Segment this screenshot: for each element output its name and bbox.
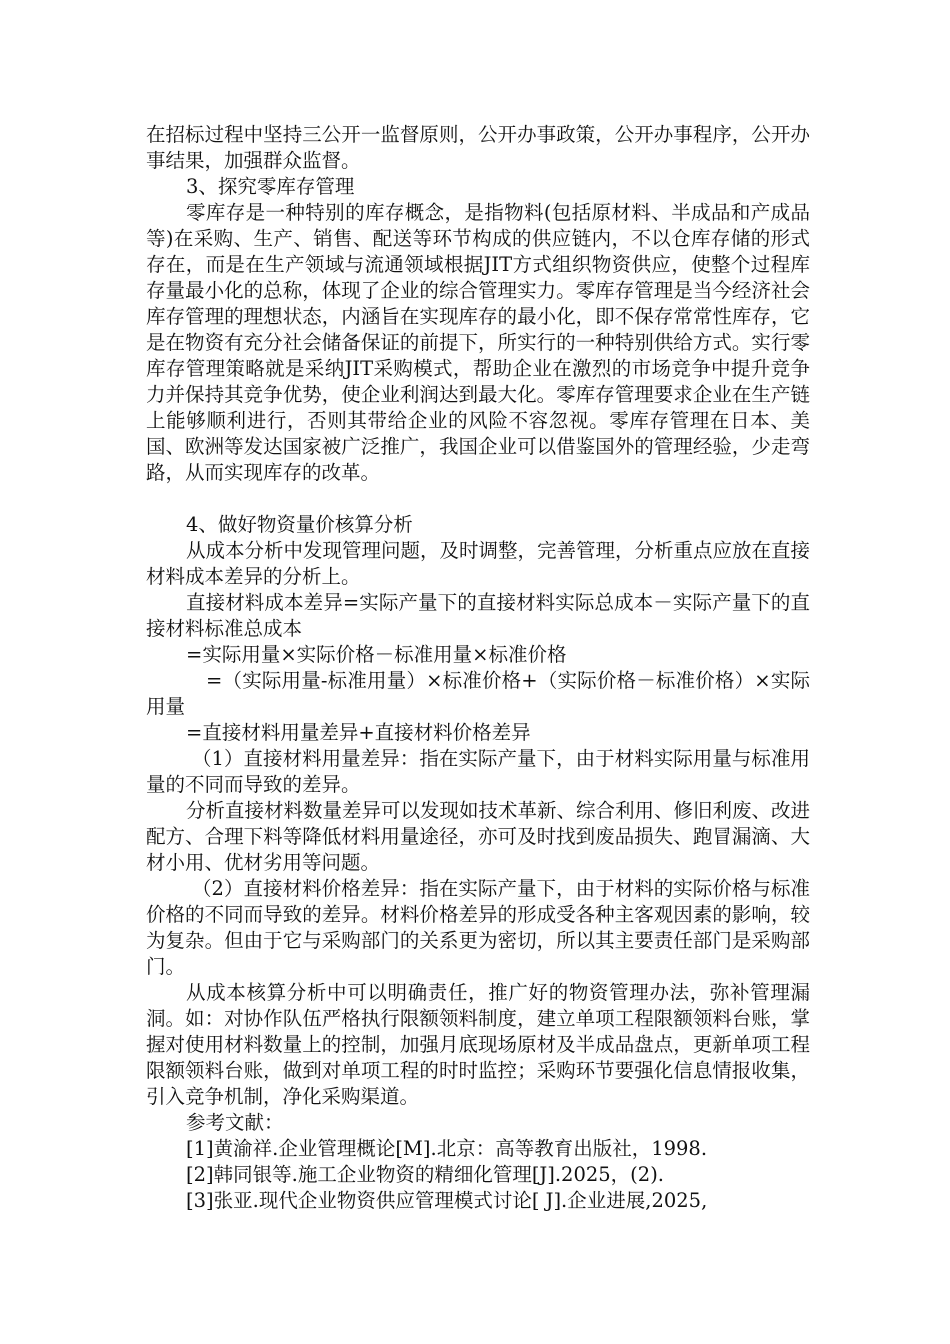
paragraph-price-variance: （2）直接材料价格差异：指在实际产量下，由于材料的实际价格与标准价格的不同而导致的差异。材料价格差异的形成受各种主客观因素的影响，较为复杂。但由于它与采购部门的关系更为密切，所以其主要责任部门是采购部门。: [146, 877, 810, 978]
references-title: 参考文献：: [186, 1111, 284, 1134]
paragraph-material-cost-variance: 直接材料成本差异=实际产量下的直接材料实际总成本－实际产量下的直接材料标准总成本: [146, 591, 810, 640]
heading-zero-inventory: 3、探究零库存管理: [186, 175, 355, 198]
heading-cost-analysis: 4、做好物资量价核算分析: [186, 513, 413, 536]
formula-line-2: =（实际用量-标准用量）×标准价格+（实际价格－标准价格）×实际用量: [146, 669, 810, 718]
paragraph-quantity-analysis: 分析直接材料数量差异可以发现如技术革新、综合利用、修旧利废、改进配方、合理下料等降低材料用量途径，亦可及时找到废品损失、跑冒漏滴、大材小用、优材劣用等问题。: [146, 799, 811, 874]
reference-item: [2]韩同银等.施工企业物资的精细化管理[J].2025，(2).: [186, 1163, 664, 1186]
paragraph-usage-variance: （1）直接材料用量差异：指在实际产量下，由于材料实际用量与标准用量的不同而导致的差异。: [146, 747, 810, 796]
paragraph-zero-inventory: 零库存是一种特别的库存概念，是指物料(包括原材料、半成品和产成品等)在采购、生产、销售、配送等环节构成的供应链内，不以仓库存储的形式存在，而是在生产领域与流通领域根据JIT方式组织物资供应，使整个过程库存量最小化的总称，体现了企业的综合管理实力。零库存管理是当今经济社会库存管理的理想状态，内涵旨在实现库存的最小化，即不保存常常性库存，它是在物资有充分社会储备保证的前提下，所实行的一种特别供给方式。实行零库存管理策略就是采纳JIT采购模式，帮助企业在激烈的市场竞争中提升竞争力并保持其竞争优势，使企业利润达到最大化。零库存管理要求企业在生产链上能够顺利进行，否则其带给企业的风险不容忽视。零库存管理在日本、美国、欧洲等发达国家被广泛推广，我国企业可以借鉴国外的管理经验，少走弯路，从而实现库存的改革。: [146, 201, 810, 484]
paragraph-cost-analysis-intro: 从成本分析中发现管理问题，及时调整，完善管理，分析重点应放在直接材料成本差异的分析上。: [146, 539, 811, 588]
reference-item: [3]张亚.现代企业物资供应管理模式讨论[ J].企业进展,2025,: [186, 1189, 708, 1212]
formula-line-3: =直接材料用量差异+直接材料价格差异: [186, 721, 531, 744]
document-page: [146, 122, 810, 1214]
blank-line: [146, 486, 810, 512]
paragraph-bidding: 在招标过程中坚持三公开一监督原则，公开办事政策，公开办事程序，公开办事结果，加强群众监督。: [146, 123, 810, 172]
formula-line-1: =实际用量×实际价格－标准用量×标准价格: [186, 643, 567, 666]
paragraph-responsibility: 从成本核算分析中可以明确责任，推广好的物资管理办法，弥补管理漏洞。如：对协作队伍严格执行限额领料制度，建立单项工程限额领料台账，掌握对使用材料数量上的控制，加强月底现场原材及半成品盘点，更新单项工程限额领料台账，做到对单项工程的时时监控；采购环节要强化信息情报收集，引入竞争机制，净化采购渠道。: [146, 981, 810, 1108]
reference-item: [1]黄渝祥.企业管理概论[M].北京：高等教育出版社，1998.: [186, 1137, 708, 1160]
